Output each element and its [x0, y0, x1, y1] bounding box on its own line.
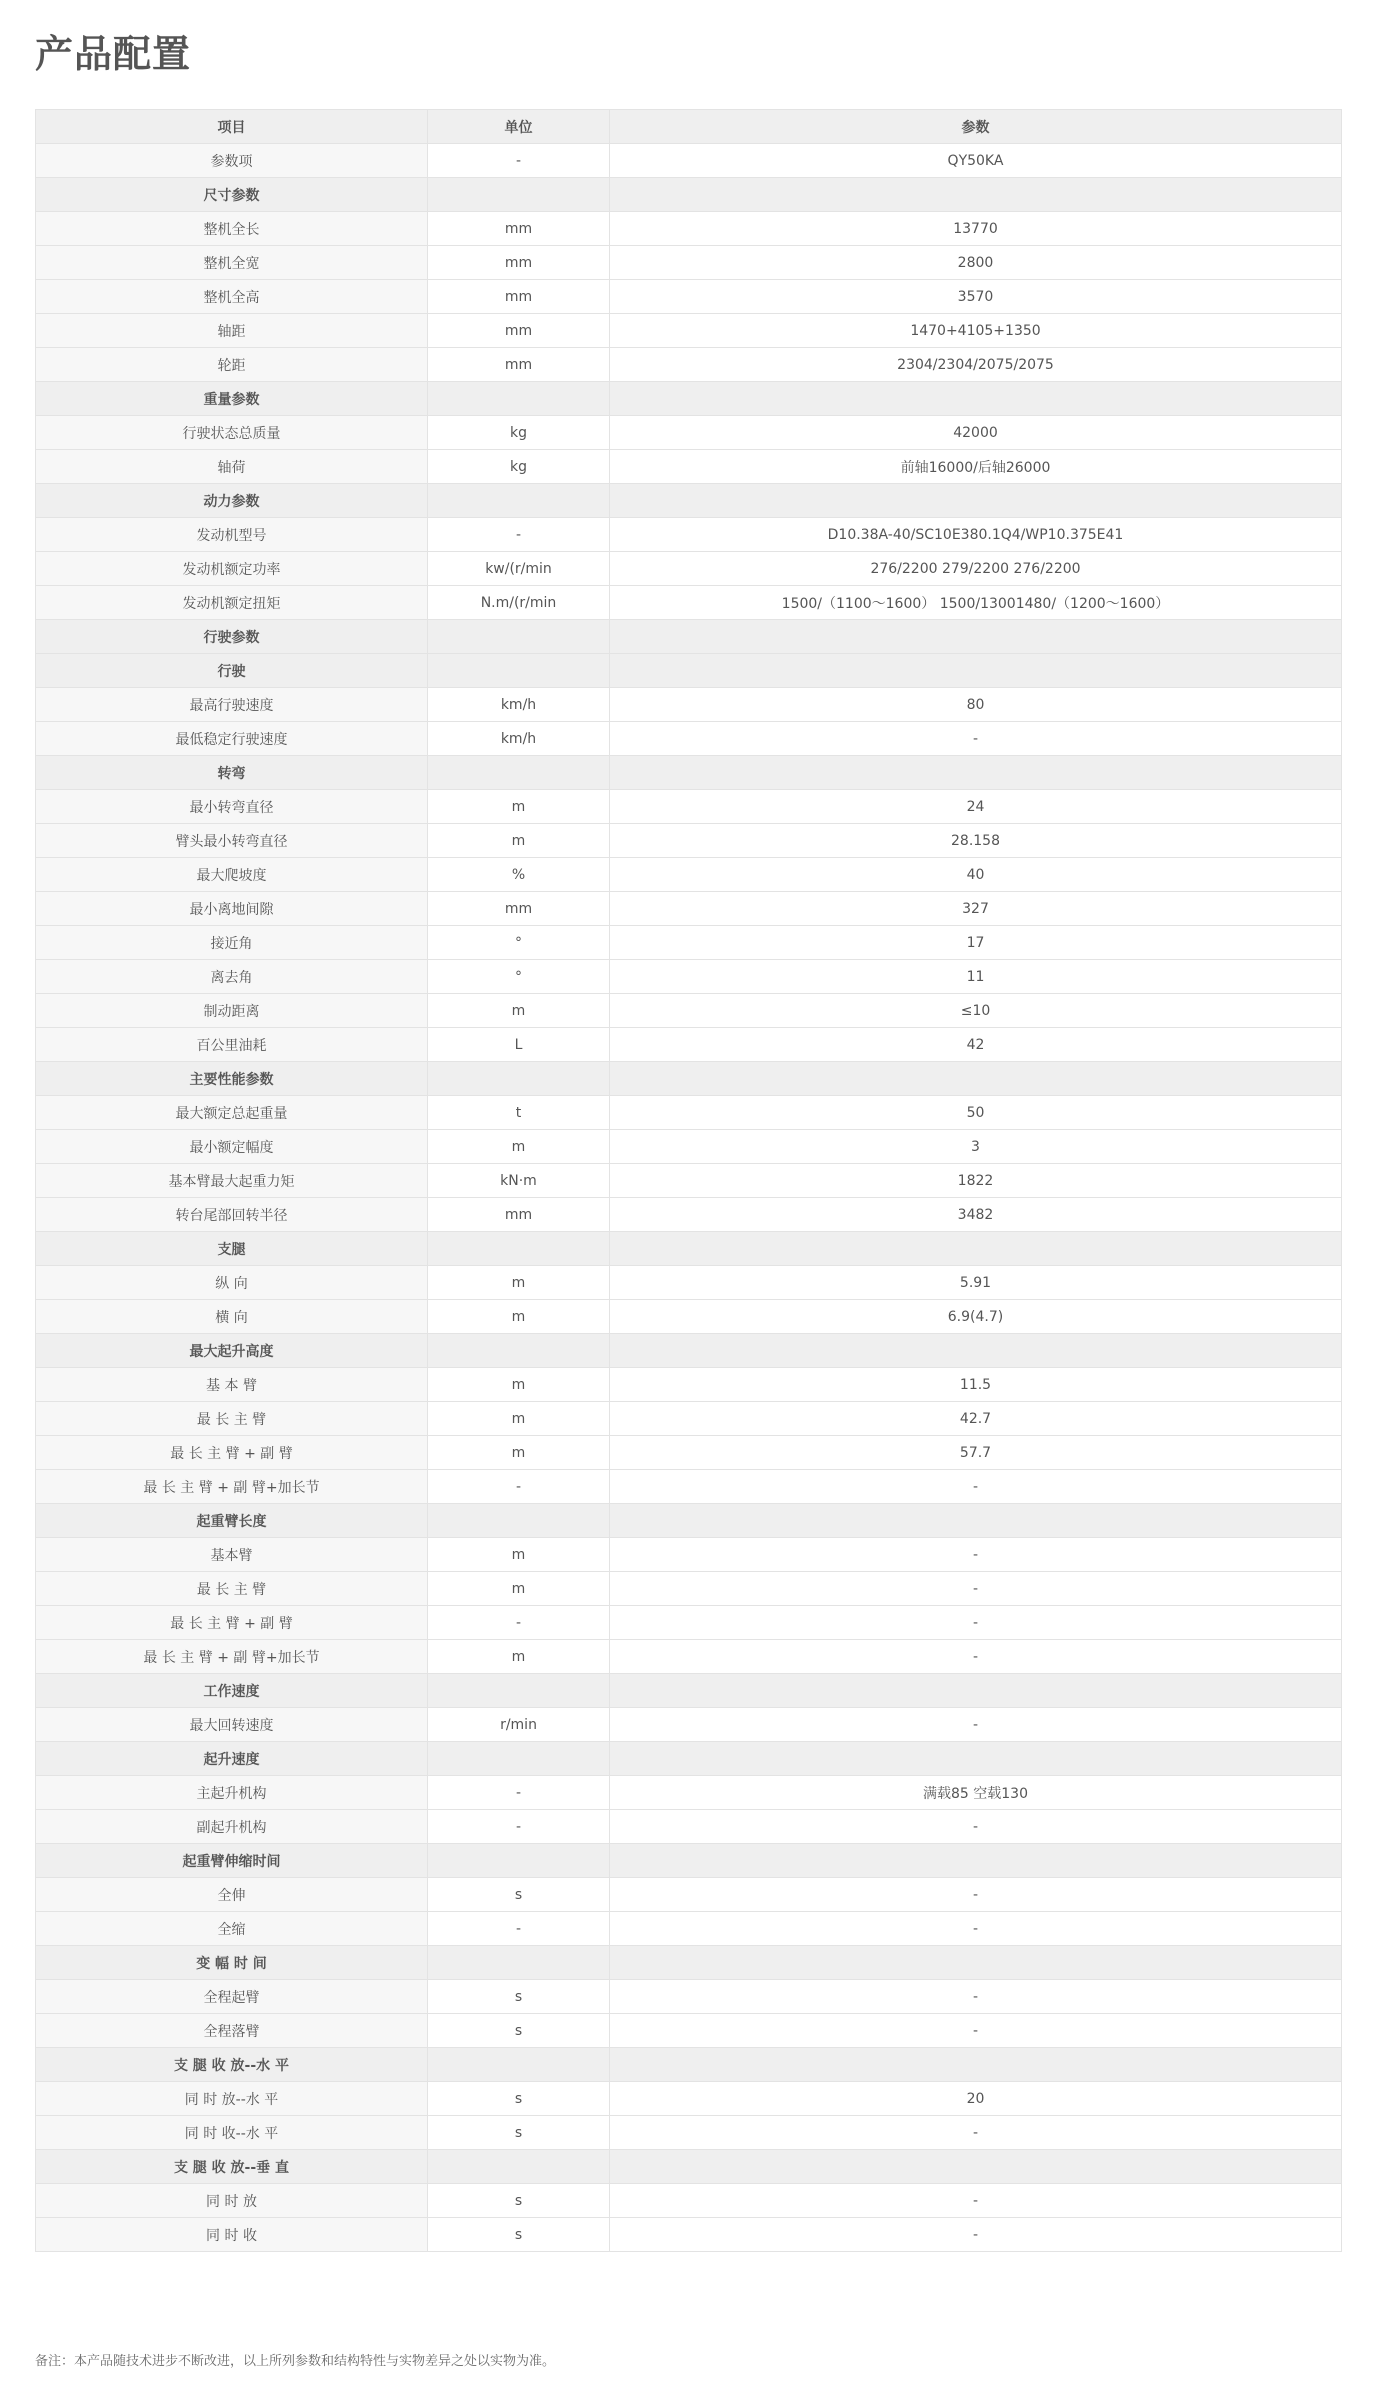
cell-value: -: [610, 1606, 1342, 1640]
cell-item: 最大爬坡度: [36, 858, 428, 892]
cell-item: 最小离地间隙: [36, 892, 428, 926]
cell-value: -: [610, 2116, 1342, 2150]
table-row: [36, 1300, 1342, 1334]
cell-unit: [428, 484, 610, 518]
cell-unit: kN·m: [428, 1164, 610, 1198]
table-row: [36, 1470, 1342, 1504]
cell-unit: [428, 620, 610, 654]
cell-unit: m: [428, 1130, 610, 1164]
cell-item: 行驶状态总质量: [36, 416, 428, 450]
cell-unit: kg: [428, 450, 610, 484]
cell-item: 发动机额定功率: [36, 552, 428, 586]
cell-value: 1822: [610, 1164, 1342, 1198]
cell-value: 327: [610, 892, 1342, 926]
cell-value: -: [610, 1538, 1342, 1572]
cell-unit: m: [428, 1368, 610, 1402]
cell-item: 支腿: [36, 1232, 428, 1266]
cell-unit: [428, 1742, 610, 1776]
cell-item: 纵 向: [36, 1266, 428, 1300]
table-row: [36, 2184, 1342, 2218]
table-row: [36, 1538, 1342, 1572]
cell-value: 42.7: [610, 1402, 1342, 1436]
cell-item: 发动机额定扭矩: [36, 586, 428, 620]
cell-item: 全缩: [36, 1912, 428, 1946]
section-header-row: [36, 382, 1342, 416]
cell-unit: -: [428, 1606, 610, 1640]
table-row: [36, 552, 1342, 586]
section-header-row: [36, 756, 1342, 790]
cell-value: [610, 620, 1342, 654]
cell-value: [610, 1334, 1342, 1368]
table-row: [36, 416, 1342, 450]
cell-value: [610, 484, 1342, 518]
table-row: [36, 1402, 1342, 1436]
cell-value: 1470+4105+1350: [610, 314, 1342, 348]
cell-value: 80: [610, 688, 1342, 722]
cell-item: 起重臂长度: [36, 1504, 428, 1538]
cell-item: 起重臂伸缩时间: [36, 1844, 428, 1878]
cell-value: 11.5: [610, 1368, 1342, 1402]
section-header-row: [36, 178, 1342, 212]
cell-value: 17: [610, 926, 1342, 960]
cell-value: 24: [610, 790, 1342, 824]
cell-value: 5.91: [610, 1266, 1342, 1300]
cell-unit: [428, 654, 610, 688]
table-row: [36, 1198, 1342, 1232]
cell-value: 3570: [610, 280, 1342, 314]
cell-item: 最 长 主 臂 + 副 臂+加长节: [36, 1640, 428, 1674]
cell-item: 行驶参数: [36, 620, 428, 654]
table-row: [36, 1130, 1342, 1164]
cell-value: D10.38A-40/SC10E380.1Q4/WP10.375E41: [610, 518, 1342, 552]
section-header-row: [36, 1062, 1342, 1096]
cell-unit: t: [428, 1096, 610, 1130]
cell-unit: -: [428, 1470, 610, 1504]
cell-item: 主要性能参数: [36, 1062, 428, 1096]
cell-unit: m: [428, 1266, 610, 1300]
cell-unit: [428, 1674, 610, 1708]
cell-unit: [428, 2150, 610, 2184]
cell-unit: [428, 2048, 610, 2082]
table-row: [36, 994, 1342, 1028]
table-row: [36, 518, 1342, 552]
cell-unit: °: [428, 960, 610, 994]
table-row: [36, 1708, 1342, 1742]
cell-item: 最 长 主 臂: [36, 1402, 428, 1436]
cell-value: QY50KA: [610, 144, 1342, 178]
cell-unit: km/h: [428, 688, 610, 722]
cell-value: 57.7: [610, 1436, 1342, 1470]
section-header-row: [36, 484, 1342, 518]
cell-item: 支 腿 收 放--水 平: [36, 2048, 428, 2082]
cell-value: 11: [610, 960, 1342, 994]
table-row: [36, 1436, 1342, 1470]
cell-unit: [428, 1844, 610, 1878]
cell-unit: kg: [428, 416, 610, 450]
cell-item: 同 时 收--水 平: [36, 2116, 428, 2150]
table-row: [36, 858, 1342, 892]
table-row: [36, 1776, 1342, 1810]
cell-value: -: [610, 1708, 1342, 1742]
table-row: [36, 1096, 1342, 1130]
cell-value: [610, 382, 1342, 416]
cell-value: 3: [610, 1130, 1342, 1164]
table-row: [36, 722, 1342, 756]
cell-item: 最大回转速度: [36, 1708, 428, 1742]
cell-value: 28.158: [610, 824, 1342, 858]
table-row: [36, 790, 1342, 824]
table-header-row: [36, 110, 1342, 144]
cell-value: ≤10: [610, 994, 1342, 1028]
cell-item: 行驶: [36, 654, 428, 688]
table-row: [36, 1912, 1342, 1946]
section-header-row: [36, 1946, 1342, 1980]
table-row: [36, 824, 1342, 858]
cell-unit: -: [428, 518, 610, 552]
cell-value: -: [610, 1912, 1342, 1946]
cell-value: -: [610, 2218, 1342, 2252]
cell-value: [610, 654, 1342, 688]
cell-unit: r/min: [428, 1708, 610, 1742]
cell-item: 同 时 放: [36, 2184, 428, 2218]
cell-value: 50: [610, 1096, 1342, 1130]
cell-value: 42: [610, 1028, 1342, 1062]
section-header-row: [36, 1674, 1342, 1708]
cell-unit: [428, 1334, 610, 1368]
table-row: [36, 688, 1342, 722]
header-item: 项目: [36, 110, 428, 144]
cell-item: 动力参数: [36, 484, 428, 518]
cell-value: 20: [610, 2082, 1342, 2116]
cell-item: 工作速度: [36, 1674, 428, 1708]
cell-unit: m: [428, 1538, 610, 1572]
table-row: [36, 1810, 1342, 1844]
table-row: [36, 2218, 1342, 2252]
section-header-row: [36, 1232, 1342, 1266]
cell-unit: m: [428, 1572, 610, 1606]
cell-value: [610, 2048, 1342, 2082]
cell-unit: m: [428, 1436, 610, 1470]
cell-item: 最 长 主 臂: [36, 1572, 428, 1606]
cell-item: 最小转弯直径: [36, 790, 428, 824]
cell-unit: mm: [428, 314, 610, 348]
cell-unit: s: [428, 2184, 610, 2218]
table-row: [36, 246, 1342, 280]
page-title: 产品配置: [35, 32, 192, 76]
table-row: [36, 1028, 1342, 1062]
cell-unit: [428, 1232, 610, 1266]
cell-unit: mm: [428, 892, 610, 926]
cell-item: 参数项: [36, 144, 428, 178]
cell-value: -: [610, 2184, 1342, 2218]
table-row: [36, 586, 1342, 620]
cell-value: -: [610, 1980, 1342, 2014]
cell-item: 整机全宽: [36, 246, 428, 280]
cell-value: 13770: [610, 212, 1342, 246]
table-row: [36, 280, 1342, 314]
cell-unit: mm: [428, 246, 610, 280]
cell-unit: mm: [428, 280, 610, 314]
table-row: [36, 2116, 1342, 2150]
cell-unit: -: [428, 1912, 610, 1946]
cell-value: 前轴16000/后轴26000: [610, 450, 1342, 484]
cell-unit: [428, 382, 610, 416]
cell-unit: m: [428, 790, 610, 824]
cell-item: 轮距: [36, 348, 428, 382]
section-header-row: [36, 1334, 1342, 1368]
cell-item: 轴距: [36, 314, 428, 348]
cell-value: -: [610, 722, 1342, 756]
section-header-row: [36, 654, 1342, 688]
table-row: [36, 1980, 1342, 2014]
cell-item: 同 时 收: [36, 2218, 428, 2252]
cell-unit: [428, 178, 610, 212]
cell-value: [610, 756, 1342, 790]
spec-table: [35, 109, 1342, 2252]
table-row: [36, 1368, 1342, 1402]
cell-value: -: [610, 1470, 1342, 1504]
cell-value: -: [610, 1572, 1342, 1606]
cell-unit: [428, 756, 610, 790]
cell-value: 满载85 空载130: [610, 1776, 1342, 1810]
cell-value: 276/2200 279/2200 276/2200: [610, 552, 1342, 586]
table-row: [36, 926, 1342, 960]
cell-item: 离去角: [36, 960, 428, 994]
cell-unit: mm: [428, 212, 610, 246]
cell-value: [610, 1062, 1342, 1096]
cell-item: 整机全长: [36, 212, 428, 246]
cell-unit: m: [428, 824, 610, 858]
cell-item: 臂头最小转弯直径: [36, 824, 428, 858]
table-row: [36, 1606, 1342, 1640]
cell-value: [610, 1674, 1342, 1708]
cell-value: -: [610, 1810, 1342, 1844]
cell-unit: [428, 1504, 610, 1538]
table-row: [36, 212, 1342, 246]
section-header-row: [36, 1504, 1342, 1538]
section-header-row: [36, 2150, 1342, 2184]
cell-unit: km/h: [428, 722, 610, 756]
cell-value: -: [610, 2014, 1342, 2048]
cell-unit: %: [428, 858, 610, 892]
section-header-row: [36, 2048, 1342, 2082]
table-row: [36, 892, 1342, 926]
table-row: [36, 2082, 1342, 2116]
header-unit: 单位: [428, 110, 610, 144]
table-row: [36, 1878, 1342, 1912]
cell-value: [610, 2150, 1342, 2184]
cell-item: 变 幅 时 间: [36, 1946, 428, 1980]
section-header-row: [36, 1742, 1342, 1776]
cell-item: 基本臂最大起重力矩: [36, 1164, 428, 1198]
cell-unit: s: [428, 2116, 610, 2150]
cell-value: 42000: [610, 416, 1342, 450]
cell-item: 接近角: [36, 926, 428, 960]
cell-unit: s: [428, 2218, 610, 2252]
section-header-row: [36, 1844, 1342, 1878]
cell-item: 同 时 放--水 平: [36, 2082, 428, 2116]
cell-value: 3482: [610, 1198, 1342, 1232]
cell-unit: m: [428, 1640, 610, 1674]
section-header-row: [36, 620, 1342, 654]
cell-value: -: [610, 1640, 1342, 1674]
cell-item: 重量参数: [36, 382, 428, 416]
cell-unit: [428, 1062, 610, 1096]
table-row: [36, 144, 1342, 178]
header-value: 参数: [610, 110, 1342, 144]
table-row: [36, 348, 1342, 382]
cell-item: 全程起臂: [36, 1980, 428, 2014]
cell-item: 百公里油耗: [36, 1028, 428, 1062]
cell-unit: s: [428, 2014, 610, 2048]
cell-value: [610, 1946, 1342, 1980]
cell-value: [610, 1504, 1342, 1538]
cell-unit: [428, 1946, 610, 1980]
cell-item: 轴荷: [36, 450, 428, 484]
cell-unit: N.m/(r/min: [428, 586, 610, 620]
cell-item: 最 长 主 臂 + 副 臂: [36, 1606, 428, 1640]
table-row: [36, 1164, 1342, 1198]
cell-item: 全伸: [36, 1878, 428, 1912]
cell-item: 制动距离: [36, 994, 428, 1028]
cell-value: 40: [610, 858, 1342, 892]
cell-item: 最 长 主 臂 + 副 臂+加长节: [36, 1470, 428, 1504]
cell-unit: -: [428, 144, 610, 178]
cell-item: 最大起升高度: [36, 1334, 428, 1368]
table-row: [36, 450, 1342, 484]
table-row: [36, 314, 1342, 348]
cell-item: 最小额定幅度: [36, 1130, 428, 1164]
cell-unit: s: [428, 1878, 610, 1912]
table-row: [36, 1266, 1342, 1300]
cell-value: [610, 1232, 1342, 1266]
cell-item: 整机全高: [36, 280, 428, 314]
table-row: [36, 1572, 1342, 1606]
cell-value: [610, 1742, 1342, 1776]
cell-unit: °: [428, 926, 610, 960]
cell-item: 转台尾部回转半径: [36, 1198, 428, 1232]
cell-item: 尺寸参数: [36, 178, 428, 212]
cell-unit: -: [428, 1776, 610, 1810]
cell-item: 发动机型号: [36, 518, 428, 552]
cell-item: 最高行驶速度: [36, 688, 428, 722]
table-row: [36, 1640, 1342, 1674]
cell-unit: s: [428, 2082, 610, 2116]
cell-unit: kw/(r/min: [428, 552, 610, 586]
cell-unit: m: [428, 994, 610, 1028]
table-row: [36, 2014, 1342, 2048]
cell-item: 基本臂: [36, 1538, 428, 1572]
cell-item: 支 腿 收 放--垂 直: [36, 2150, 428, 2184]
cell-item: 最低稳定行驶速度: [36, 722, 428, 756]
cell-value: [610, 178, 1342, 212]
footnote: 备注：本产品随技术进步不断改进，以上所列参数和结构特性与实物差异之处以实物为准。: [35, 2354, 556, 2369]
cell-item: 最 长 主 臂 + 副 臂: [36, 1436, 428, 1470]
cell-unit: m: [428, 1300, 610, 1334]
cell-value: 6.9(4.7): [610, 1300, 1342, 1334]
cell-item: 起升速度: [36, 1742, 428, 1776]
cell-unit: -: [428, 1810, 610, 1844]
cell-unit: L: [428, 1028, 610, 1062]
cell-value: -: [610, 1878, 1342, 1912]
cell-item: 基 本 臂: [36, 1368, 428, 1402]
cell-item: 全程落臂: [36, 2014, 428, 2048]
cell-unit: mm: [428, 348, 610, 382]
cell-item: 转弯: [36, 756, 428, 790]
cell-unit: s: [428, 1980, 610, 2014]
cell-value: [610, 1844, 1342, 1878]
cell-value: 2304/2304/2075/2075: [610, 348, 1342, 382]
table-row: [36, 960, 1342, 994]
cell-value: 1500/（1100～1600） 1500/13001480/（1200～1600）: [610, 586, 1342, 620]
cell-item: 横 向: [36, 1300, 428, 1334]
cell-unit: m: [428, 1402, 610, 1436]
cell-unit: mm: [428, 1198, 610, 1232]
cell-item: 副起升机构: [36, 1810, 428, 1844]
cell-item: 最大额定总起重量: [36, 1096, 428, 1130]
cell-item: 主起升机构: [36, 1776, 428, 1810]
cell-value: 2800: [610, 246, 1342, 280]
